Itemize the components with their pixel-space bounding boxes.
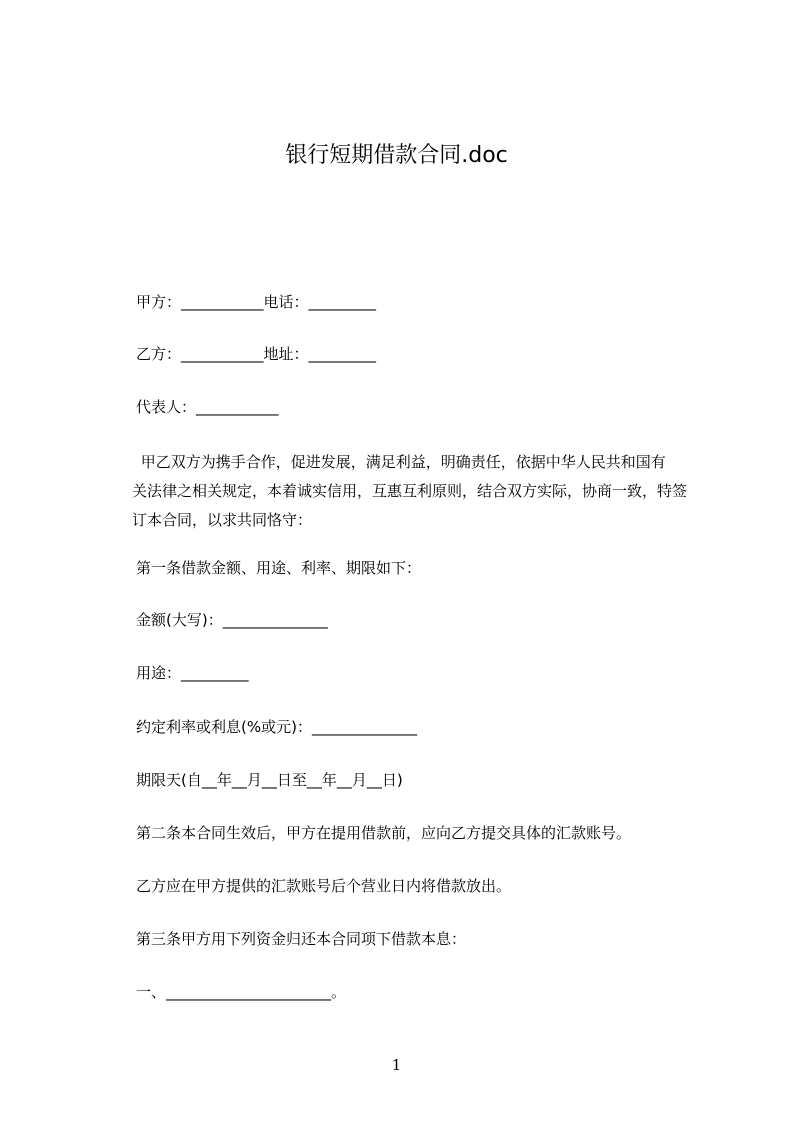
article1-heading: 第一条借款金额、用途、利率、期限如下：: [136, 559, 422, 577]
intro-line-3: 订本合同，以求共同恪守：: [132, 511, 313, 529]
intro-line-1: 甲乙双方为携手合作，促进发展，满足利益，明确责任，依据中华人民共和国有: [136, 453, 666, 471]
rate-line: 约定利率或利息(%或元)：______________: [136, 718, 417, 736]
item-1-line: 一、______________________。: [136, 983, 347, 1001]
purpose-line: 用途：_________: [136, 664, 249, 682]
article3-heading: 第三条甲方用下列资金归还本合同项下借款本息：: [136, 930, 467, 948]
article2-continuation: 乙方应在甲方提供的汇款账号后个营业日内将借款放出。: [136, 877, 512, 895]
party-a-line: 甲方：___________电话：_________: [136, 293, 377, 311]
document-title: 银行短期借款合同.doc: [285, 143, 508, 168]
intro-paragraph: [132, 448, 716, 535]
term-line: 期限天(自__年__月__日至__年__月__日): [136, 771, 403, 789]
representative-line: 代表人：___________: [136, 398, 279, 416]
amount-line: 金额(大写)：______________: [136, 611, 328, 629]
intro-line-2: 关法律之相关规定，本着诚实信用，互惠互利原则，结合双方实际，协商一致，特签: [132, 482, 688, 500]
page-number: 1: [391, 1056, 402, 1074]
party-b-line: 乙方：___________地址：_________: [136, 345, 377, 363]
article2-line: 第二条本合同生效后，甲方在提用借款前，应向乙方提交具体的汇款账号。: [136, 824, 632, 842]
